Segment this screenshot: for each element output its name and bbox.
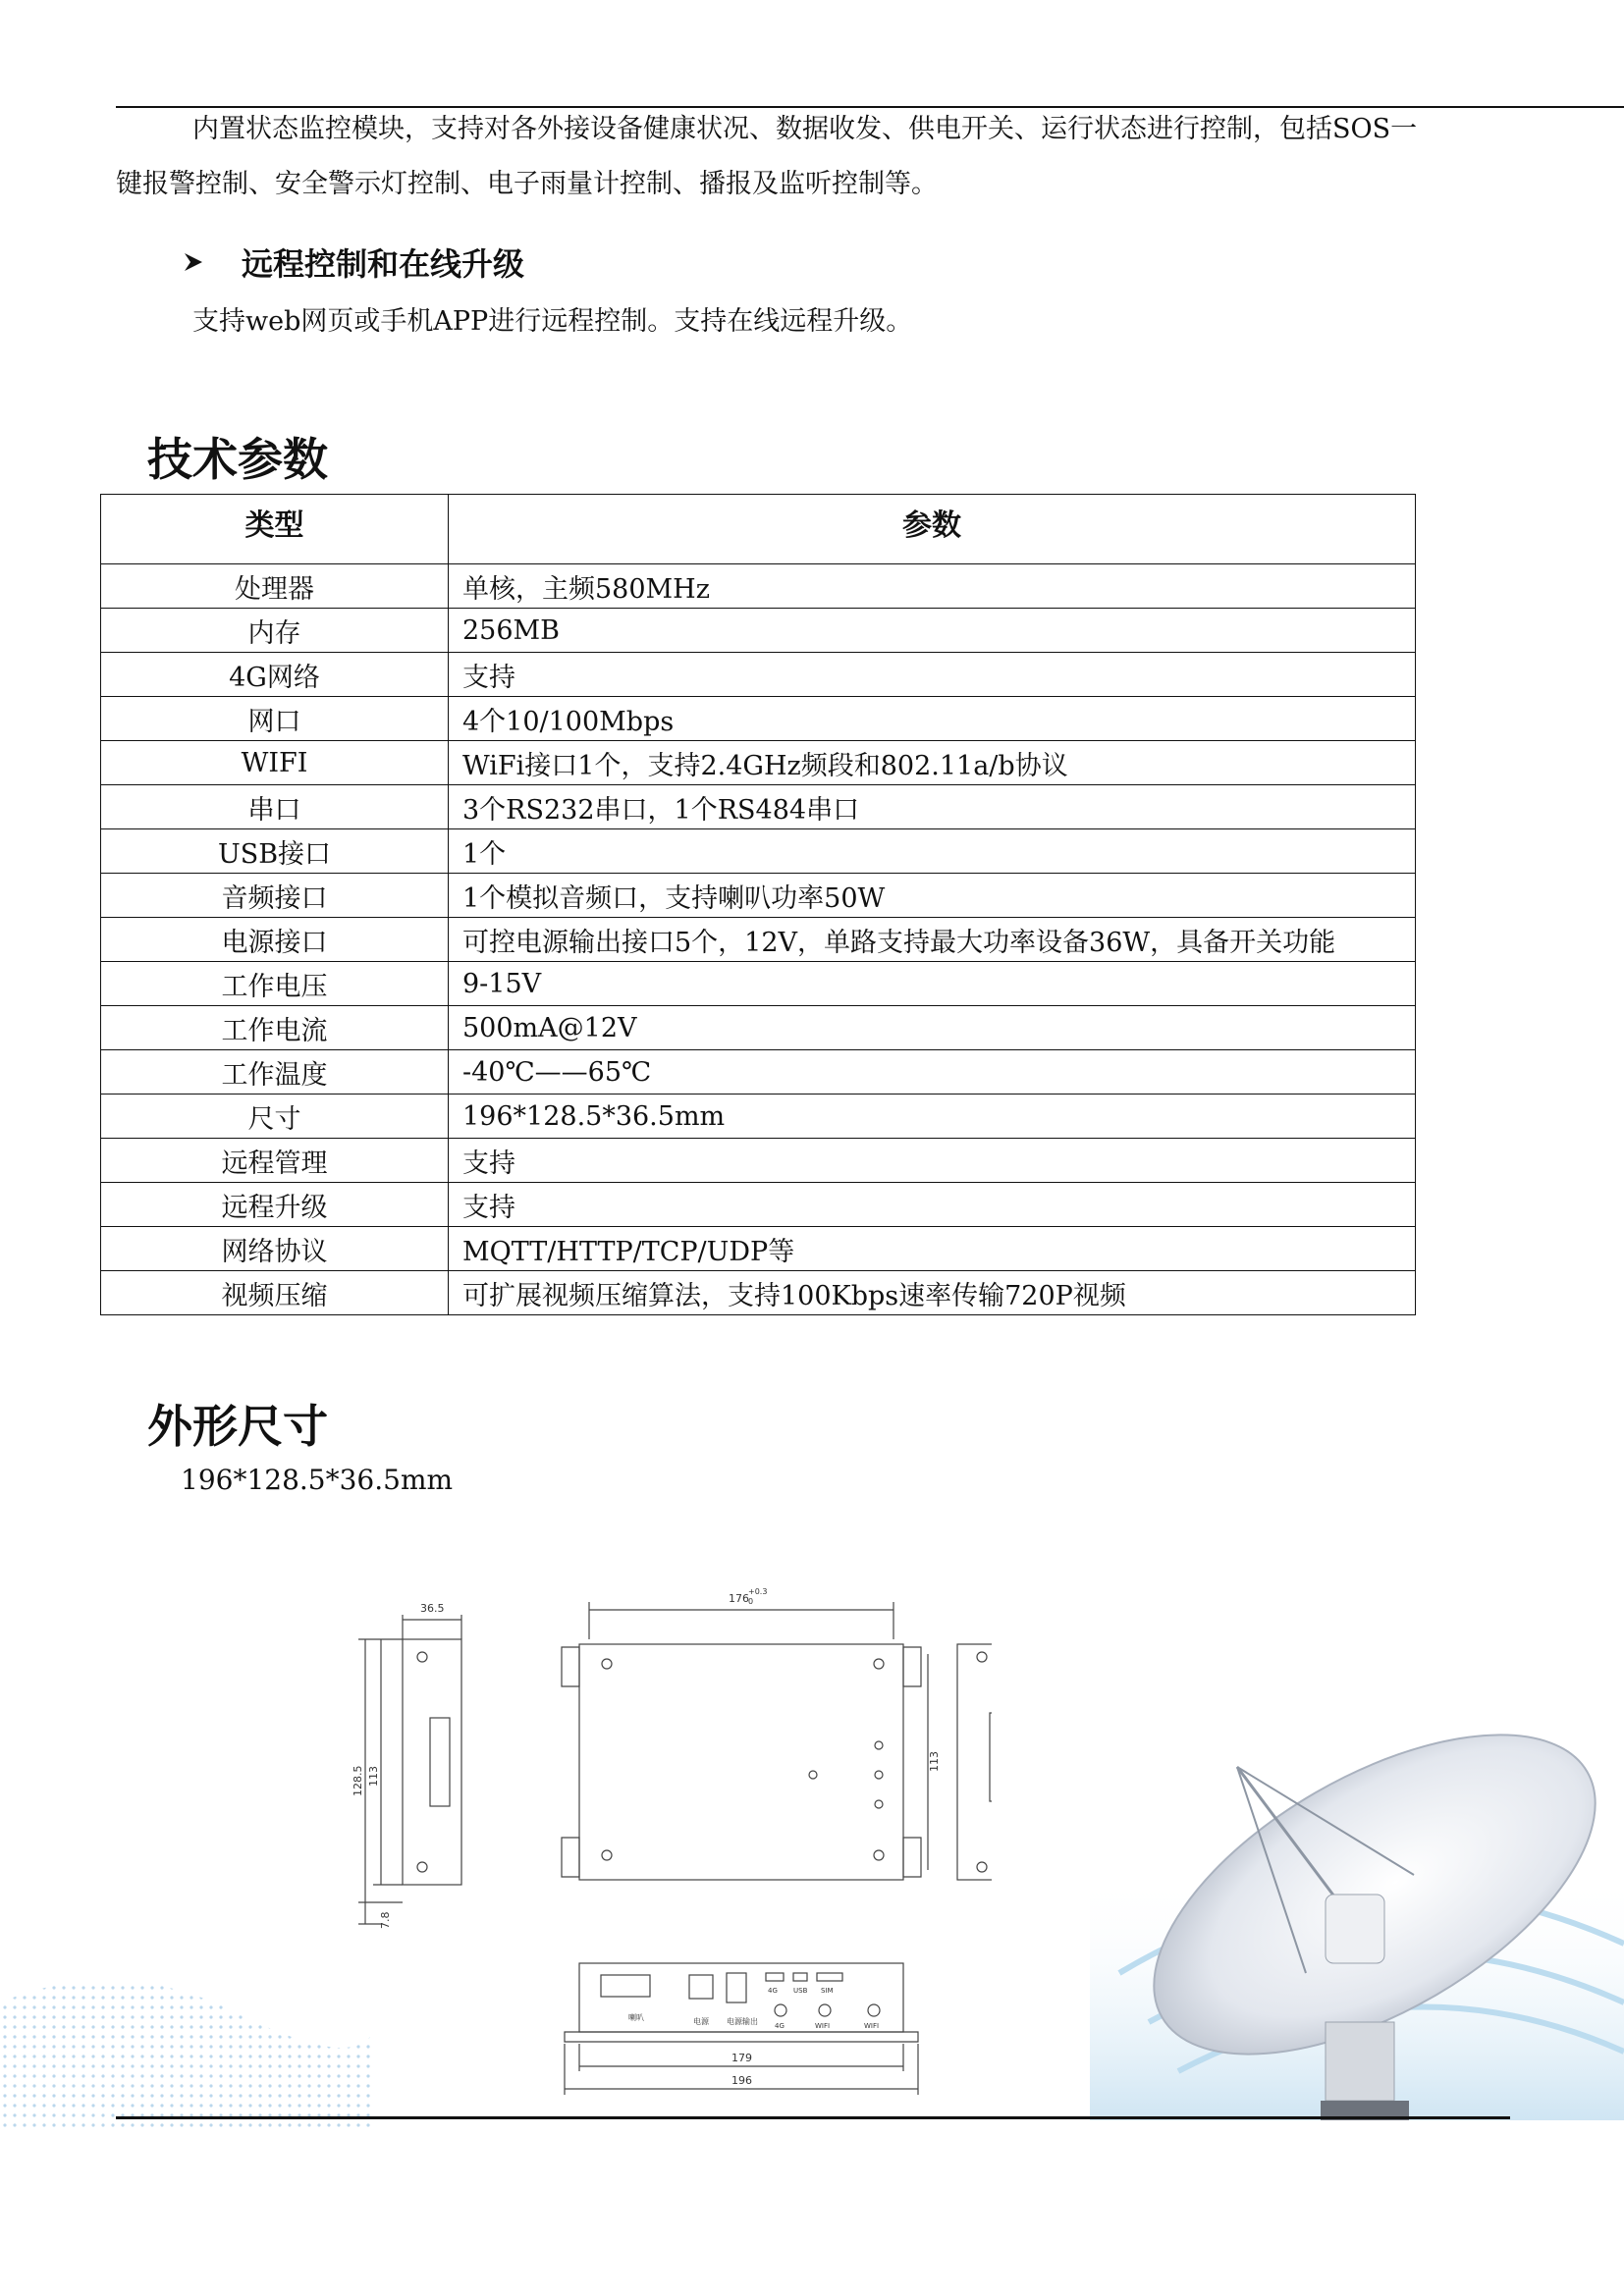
table-row — [101, 609, 1416, 653]
table-row — [101, 1006, 1416, 1050]
dot-wave-decoration — [0, 1944, 373, 2130]
spec-value-cell: 支持 — [449, 1139, 1416, 1183]
table-row — [101, 785, 1416, 829]
label-port-a: 4G — [768, 1987, 778, 1995]
footer-rule — [116, 2116, 1510, 2119]
spec-type-cell: 电源接口 — [101, 918, 449, 962]
header-param: 参数 — [449, 495, 1416, 564]
spec-type-cell: 远程管理 — [101, 1139, 449, 1183]
spec-value-cell: 可扩展视频压缩算法，支持100Kbps速率传输720P视频 — [449, 1271, 1416, 1315]
spec-value-cell: 可控电源输出接口5个，12V，单路支持最大功率设备36W，具备开关功能 — [449, 918, 1416, 962]
label-front-outer: 196 — [731, 2074, 752, 2087]
remote-text: 支持web网页或手机APP进行远程控制。支持在线远程升级。 — [192, 306, 913, 337]
spec-type-cell: 4G网络 — [101, 653, 449, 697]
table-row — [101, 1227, 1416, 1271]
spec-type-cell: USB接口 — [101, 829, 449, 874]
spec-type-cell: 网络协议 — [101, 1227, 449, 1271]
spec-value-cell: 1个模拟音频口，支持喇叭功率50W — [449, 874, 1416, 918]
spec-type-cell: 内存 — [101, 609, 449, 653]
spec-type-cell: 音频接口 — [101, 874, 449, 918]
table-row — [101, 1271, 1416, 1315]
label-port-power-out: 电源输出 — [727, 2017, 758, 2026]
table-row — [101, 962, 1416, 1006]
label-foot: 7.8 — [379, 1911, 392, 1929]
label-port-wifi-2: WIFI — [864, 2022, 880, 2030]
header-rule — [116, 106, 1624, 108]
spec-type-cell: 远程升级 — [101, 1183, 449, 1227]
label-port-b: USB — [793, 1987, 808, 1995]
spec-value-cell: 500mA@12V — [449, 1006, 1416, 1050]
spec-value-cell: 256MB — [449, 609, 1416, 653]
label-port-horn: 喇叭 — [628, 2013, 644, 2022]
intro-line-1: 内置状态监控模块，支持对各外接设备健康状况、数据收发、供电开关、运行状态进行控制，包括SOS一 — [192, 114, 1418, 144]
label-height-inner: 113 — [367, 1766, 380, 1787]
label-port-power: 电源 — [693, 2017, 709, 2026]
spec-value-cell: WiFi接口1个，支持2.4GHz频段和802.11a/b协议 — [449, 741, 1416, 785]
label-depth: 36.5 — [420, 1602, 445, 1615]
spec-value-cell: 1个 — [449, 829, 1416, 874]
table-row — [101, 874, 1416, 918]
spec-type-cell: 工作温度 — [101, 1050, 449, 1095]
spec-heading: 技术参数 — [147, 433, 328, 486]
header-type: 类型 — [101, 495, 449, 564]
label-tol-zero: 0 — [748, 1597, 754, 1606]
spec-type-cell: 串口 — [101, 785, 449, 829]
spec-table-header — [101, 495, 1416, 564]
spec-type-cell: 视频压缩 — [101, 1271, 449, 1315]
spec-value-cell: 4个10/100Mbps — [449, 697, 1416, 741]
remote-title-text: 远程控制和在线升级 — [242, 245, 525, 283]
spec-value-cell: MQTT/HTTP/TCP/UDP等 — [449, 1227, 1416, 1271]
table-row — [101, 697, 1416, 741]
label-port-4g: 4G — [775, 2022, 785, 2030]
spec-value-cell: 支持 — [449, 653, 1416, 697]
spec-value-cell: -40℃——65℃ — [449, 1050, 1416, 1095]
table-row — [101, 564, 1416, 609]
table-row — [101, 918, 1416, 962]
spec-type-cell: 工作电压 — [101, 962, 449, 1006]
spec-type-cell: 工作电流 — [101, 1006, 449, 1050]
table-row — [101, 741, 1416, 785]
dimensions-heading: 外形尺寸 — [147, 1400, 328, 1453]
label-height-outer: 128.5 — [352, 1765, 364, 1796]
intro-line-2: 键报警控制、安全警示灯控制、电子雨量计控制、播报及监听控制等。 — [116, 169, 938, 199]
table-row — [101, 1095, 1416, 1139]
remote-section-title — [183, 240, 524, 285]
label-port-c: SIM — [821, 1987, 834, 1995]
spec-value-cell: 9-15V — [449, 962, 1416, 1006]
technical-drawing — [344, 1571, 992, 2101]
spec-value-cell: 3个RS232串口，1个RS484串口 — [449, 785, 1416, 829]
label-height-right: 113 — [928, 1751, 941, 1772]
table-row — [101, 1183, 1416, 1227]
spec-type-cell: 网口 — [101, 697, 449, 741]
arrow-bullet-icon — [183, 251, 204, 273]
spec-value-cell: 单核，主频580MHz — [449, 564, 1416, 609]
table-row — [101, 829, 1416, 874]
satellite-dish-image — [1090, 1728, 1624, 2140]
spec-type-cell: 处理器 — [101, 564, 449, 609]
label-port-wifi-1: WIFI — [815, 2022, 831, 2030]
label-front-inner: 179 — [731, 2052, 752, 2064]
spec-value-cell: 支持 — [449, 1183, 1416, 1227]
spec-type-cell: 尺寸 — [101, 1095, 449, 1139]
dimensions-text: 196*128.5*36.5mm — [181, 1464, 454, 1496]
table-row — [101, 653, 1416, 697]
table-row — [101, 1050, 1416, 1095]
label-width-top: 176 — [729, 1592, 749, 1605]
spec-table — [100, 494, 1416, 1315]
label-tol: +0.3 — [748, 1587, 768, 1596]
top-view — [562, 1602, 921, 1880]
spec-value-cell: 196*128.5*36.5mm — [449, 1095, 1416, 1139]
table-row — [101, 1139, 1416, 1183]
spec-type-cell: WIFI — [101, 741, 449, 785]
